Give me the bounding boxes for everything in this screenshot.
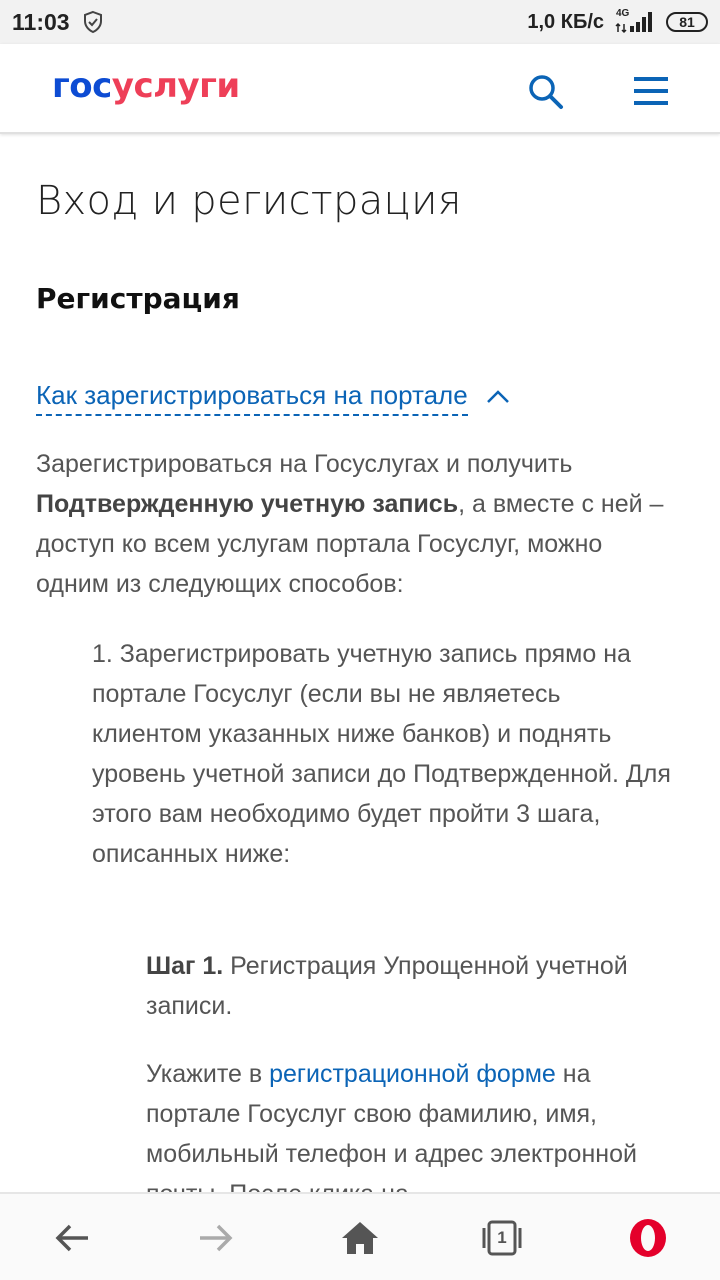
intro-paragraph — [36, 444, 676, 604]
search-icon[interactable] — [526, 72, 566, 112]
home-icon[interactable] — [338, 1216, 382, 1260]
tabs-button[interactable] — [480, 1216, 524, 1260]
accordion-label[interactable]: Как зарегистрироваться на портале — [36, 378, 468, 416]
browser-bottom-nav — [0, 1192, 720, 1280]
main-content — [0, 136, 720, 1192]
step-desc-post: на портале Госуслуг свою фамилию, имя, мобильный телефон и адрес электронной — [146, 1060, 637, 1168]
step-1-description — [146, 1054, 676, 1214]
network-speed: 1,0 КБ/с — [527, 10, 604, 33]
status-right — [527, 10, 708, 34]
section-title: Регистрация — [36, 282, 240, 315]
list-item-1: 1. Зарегистрировать учетную запись прямо на портале Госуслуг (если вы не являетесь клиентом указанных ниже банков) и поднять уровень учетной записи до Подтвержденной. Для этого вам необходимо будет пройти 3 шага, описанных ниже: — [92, 640, 671, 868]
back-arrow-icon[interactable] — [50, 1216, 94, 1260]
app-header — [0, 44, 720, 134]
step-desc-pre: Укажите в — [146, 1060, 270, 1088]
step-1-text: Регистрация Упрощенной учетной записи. — [146, 952, 628, 1020]
accordion-how-to-register[interactable] — [36, 378, 512, 416]
network-type: 4G — [616, 8, 630, 19]
registration-form-link[interactable]: регистрационной форме — [269, 1060, 556, 1088]
opera-logo-icon[interactable] — [626, 1216, 670, 1260]
status-bar — [0, 0, 720, 44]
intro-bold: Подтвержденную учетную запись — [36, 490, 459, 518]
logo-part-gos: гос — [52, 66, 112, 106]
chevron-up-icon[interactable] — [484, 383, 512, 411]
forward-arrow-icon[interactable] — [194, 1216, 238, 1260]
battery-indicator: 81 — [666, 12, 708, 32]
signal-icon — [614, 10, 656, 34]
page-title: Вход и регистрация — [36, 178, 462, 224]
shield-check-icon — [82, 10, 104, 34]
intro-post: , а вместе с ней – доступ ко всем услугам портала Госуслуг, можно одним из следующих способов: — [36, 490, 664, 598]
gosuslugi-logo[interactable] — [52, 66, 240, 106]
step-1-label: Шаг 1. — [146, 952, 224, 980]
intro-pre: Зарегистрироваться на Госуслугах и получить — [36, 450, 573, 478]
tabs-count: 1 — [497, 1228, 507, 1247]
logo-part-uslugi: услуги — [111, 66, 240, 106]
status-time: 11:03 — [12, 8, 70, 35]
step-1-title — [146, 946, 676, 1026]
hamburger-menu-icon[interactable] — [632, 74, 670, 108]
